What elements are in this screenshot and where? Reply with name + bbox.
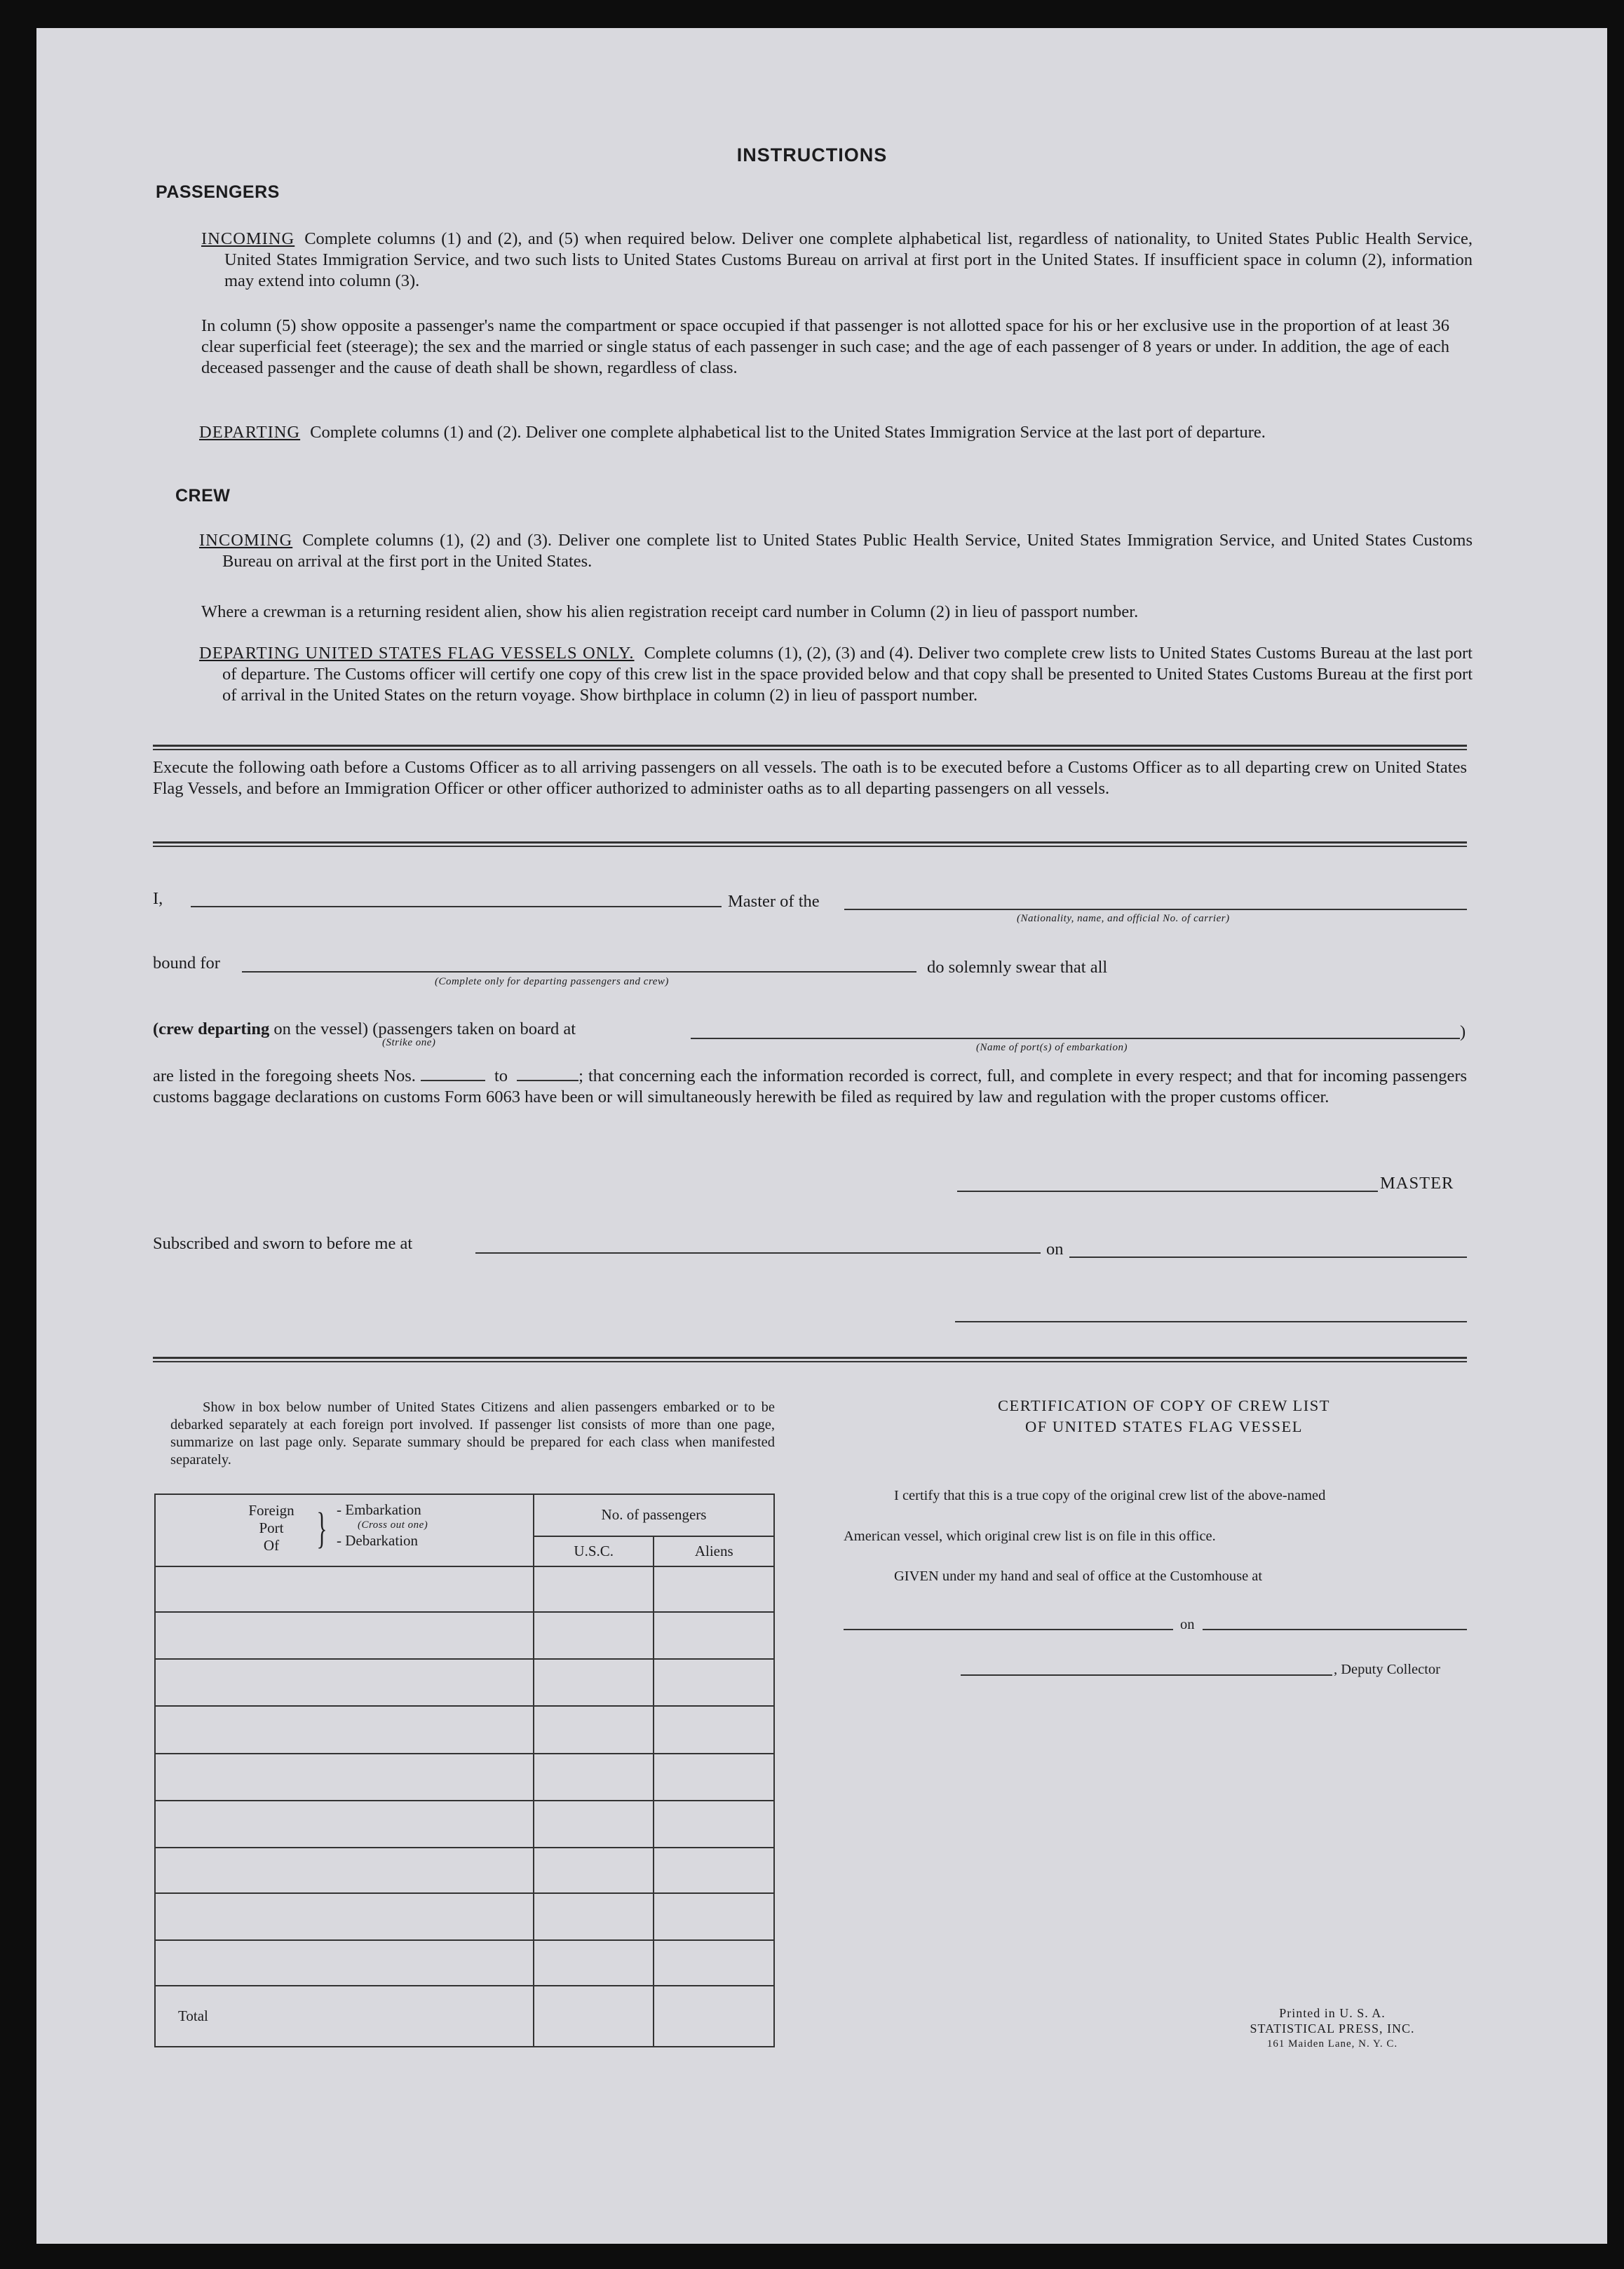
master-of-label: Master of the: [728, 892, 820, 911]
sheet-to-field[interactable]: [517, 1067, 578, 1081]
departing-text: Complete columns (1) and (2). Deliver one complete alphabetical list to the United States Immigration Service at the last port of departure.: [310, 423, 1266, 442]
bound-caption: (Complete only for departing passengers and crew): [435, 976, 669, 987]
bound-for-label: bound for: [153, 954, 220, 973]
incoming-text: Complete columns (1) and (2), and (5) when required below. Deliver one complete alphabetical list, regardless of nationality, to United States Public Health Service, United States Immigration Service, and two such lists to United States Customs Bureau on arrival at first port in the United States. If insufficient space in column (2), information may extend into column (3).: [224, 229, 1473, 290]
given-line: GIVEN under my hand and seal of office at the Customhouse at: [894, 1569, 1263, 1584]
port-cell[interactable]: [155, 1893, 534, 1940]
section-divider: [153, 841, 1467, 847]
crew-incoming-text: Complete columns (1), (2) and (3). Deliver one complete list to United States Public Health Service, United States Immigration Service, and United States Customs Bureau on arrival at the first port in the United States.: [222, 531, 1473, 571]
departing-label: DEPARTING: [199, 423, 301, 442]
crew-departing-label: DEPARTING UNITED STATES FLAG VESSELS ONLY.: [199, 644, 635, 663]
port-cell[interactable]: [155, 1801, 534, 1848]
aliens-header: Aliens: [654, 1536, 774, 1566]
passengers-heading: PASSENGERS: [156, 182, 280, 202]
section-divider: [153, 1357, 1467, 1362]
printer-imprint: [1234, 2005, 1430, 2052]
crew-departing-paragraph: [199, 643, 1473, 706]
subscribed-label: Subscribed and sworn to before me at: [153, 1234, 413, 1253]
of-label: Of: [263, 1537, 280, 1554]
close-paren: ): [1460, 1022, 1466, 1041]
embarkation-ports-line[interactable]: [691, 1038, 1460, 1039]
page-title: INSTRUCTIONS: [736, 144, 888, 165]
certification-title-line2: OF UNITED STATES FLAG VESSEL: [1024, 1418, 1304, 1435]
crew-incoming-paragraph: [199, 530, 1473, 572]
master-signature-line[interactable]: [957, 1191, 1378, 1192]
listed-to: to: [494, 1066, 508, 1085]
aliens-cell[interactable]: [654, 1940, 774, 1986]
usc-cell[interactable]: [534, 1940, 654, 1986]
passengers-departing-paragraph: [199, 422, 1473, 443]
listed-text-a: are listed in the foregoing sheets Nos.: [153, 1066, 416, 1085]
nationality-caption: (Nationality, name, and official No. of carrier): [1017, 913, 1230, 924]
on-the-vessel-text: on the vessel): [273, 1020, 369, 1038]
debarkation-option[interactable]: - Debarkation: [337, 1532, 419, 1549]
listed-paragraph: [153, 1066, 1467, 1108]
certify-line2: American vessel, which original crew list is on file in this office.: [844, 1529, 1216, 1544]
ports-caption: (Name of port(s) of embarkation): [976, 1042, 1128, 1053]
aliens-cell[interactable]: [654, 1754, 774, 1801]
passengers-taken-option[interactable]: (passengers taken on board at: [372, 1020, 576, 1038]
printer-line1: Printed in U. S. A.: [1279, 2006, 1386, 2020]
passenger-summary-table: [154, 1494, 775, 2047]
certification-title-line1: CERTIFICATION OF COPY OF CREW LIST: [997, 1397, 1331, 1414]
usc-cell[interactable]: [534, 1612, 654, 1659]
printer-line3: 161 Maiden Lane, N. Y. C.: [1266, 2038, 1398, 2050]
usc-cell[interactable]: [534, 1659, 654, 1706]
usc-cell[interactable]: [534, 1848, 654, 1893]
swear-text: do solemnly swear that all: [927, 958, 1108, 977]
port-label: Port: [259, 1519, 284, 1536]
column5-paragraph: In column (5) show opposite a passenger's name the compartment or space occupied if that passenger is not allotted space for his or her exclusive use in the proportion of at least 36 clear superficial feet (steerage); the sex and the married or single status of each passenger in such case; and the age of each passenger of 8 years or under. In addition, the age of each deceased passenger and the cause of death shall be shown, regardless of class.: [201, 316, 1449, 377]
sworn-on-label: on: [1046, 1240, 1064, 1259]
strike-one-caption: (Strike one): [382, 1037, 436, 1048]
total-label: Total: [178, 2007, 208, 2025]
customhouse-place-line[interactable]: [844, 1629, 1173, 1630]
port-cell[interactable]: [155, 1754, 534, 1801]
officer-signature-line[interactable]: [955, 1321, 1467, 1322]
crew-departing-option[interactable]: (crew departing: [153, 1020, 270, 1038]
crew-incoming-label: INCOMING: [199, 531, 293, 550]
total-usc-cell[interactable]: [534, 1986, 654, 2047]
crew-departing-text: Complete columns (1), (2), (3) and (4). Deliver two complete crew lists to United States Customs Bureau at the last port of departure. The Customs officer will certify one copy of this crew list in the space provided below and that copy shall be presented to United States Customs Bureau at the first port of arrival in the United States on the return voyage. Show birthplace in column (2) in lieu of passport number.: [222, 644, 1473, 705]
embarkation-option[interactable]: - Embarkation: [337, 1501, 421, 1518]
aliens-cell[interactable]: [654, 1801, 774, 1848]
usc-cell[interactable]: [534, 1706, 654, 1753]
usc-header: U.S.C.: [534, 1536, 654, 1566]
aliens-cell[interactable]: [654, 1659, 774, 1706]
cert-on-label: on: [1180, 1617, 1195, 1632]
incoming-label: INCOMING: [201, 229, 295, 248]
destination-line[interactable]: [242, 971, 916, 973]
passengers-incoming-paragraph: [201, 229, 1473, 292]
usc-cell[interactable]: [534, 1893, 654, 1940]
summary-instructions: Show in box below number of United States Citizens and alien passengers embarked or to be debarked separately at each foreign port involved. If passenger list consists of more than one page, summarize on last page only. Separate summary should be prepared for each class when manifested separately.: [170, 1400, 775, 1468]
cert-date-line[interactable]: [1203, 1629, 1467, 1630]
brace-icon: }: [316, 1505, 327, 1552]
total-aliens-cell[interactable]: [654, 1986, 774, 2047]
foreign-label: Foreign: [248, 1502, 295, 1519]
master-name-line[interactable]: [191, 906, 722, 907]
port-cell[interactable]: [155, 1706, 534, 1753]
aliens-cell[interactable]: [654, 1893, 774, 1940]
aliens-cell[interactable]: [654, 1706, 774, 1753]
usc-cell[interactable]: [534, 1801, 654, 1848]
certify-line1: I certify that this is a true copy of the original crew list of the above-named: [894, 1488, 1326, 1503]
aliens-cell[interactable]: [654, 1612, 774, 1659]
section-divider: [153, 745, 1467, 750]
no-of-passengers-header: No. of passengers: [534, 1494, 774, 1536]
usc-cell[interactable]: [534, 1754, 654, 1801]
printer-line2: STATISTICAL PRESS, INC.: [1250, 2021, 1415, 2036]
deputy-collector-signature-line[interactable]: [961, 1674, 1332, 1676]
port-cell[interactable]: [155, 1566, 534, 1612]
oath-intro: Execute the following oath before a Customs Officer as to all arriving passengers on all vessels. The oath is to be executed before a Customs Officer as to all departing crew on United States Flag Vessels, and before an Immigration Officer or other officer authorized to administer oaths as to all departing passengers on all vessels.: [153, 758, 1467, 798]
port-cell[interactable]: [155, 1659, 534, 1706]
port-cell[interactable]: [155, 1848, 534, 1893]
deputy-collector-label: , Deputy Collector: [1334, 1662, 1441, 1677]
crew-heading: CREW: [175, 486, 231, 506]
foreign-port-header: [155, 1494, 534, 1566]
resident-paragraph: Where a crewman is a returning resident alien, show his alien registration receipt card number in Column (2) in lieu of passport number.: [201, 602, 1139, 621]
sworn-place-line[interactable]: [475, 1252, 1041, 1254]
port-cell[interactable]: [155, 1940, 534, 1986]
aliens-cell[interactable]: [654, 1848, 774, 1893]
total-label-cell: [155, 1986, 534, 2047]
carrier-line[interactable]: [844, 909, 1467, 910]
listed-text-b: ; that concerning each the information recorded is correct, full, and complete in every respect; and that for incoming passengers customs baggage declarations on customs Form 6063 have been or will simultaneously herewith be filed as required by law and regulation with the proper customs officer.: [153, 1066, 1468, 1106]
crew-passengers-line: [153, 1020, 576, 1039]
port-cell[interactable]: [155, 1612, 534, 1659]
cross-out-caption: (Cross out one): [358, 1519, 428, 1531]
certification-title: [862, 1395, 1466, 1437]
aliens-cell[interactable]: [654, 1566, 774, 1612]
oath-i-label: I,: [153, 889, 163, 908]
master-label: MASTER: [1380, 1174, 1454, 1193]
usc-cell[interactable]: [534, 1566, 654, 1612]
sworn-date-line[interactable]: [1069, 1257, 1467, 1258]
sheet-from-field[interactable]: [421, 1067, 485, 1081]
